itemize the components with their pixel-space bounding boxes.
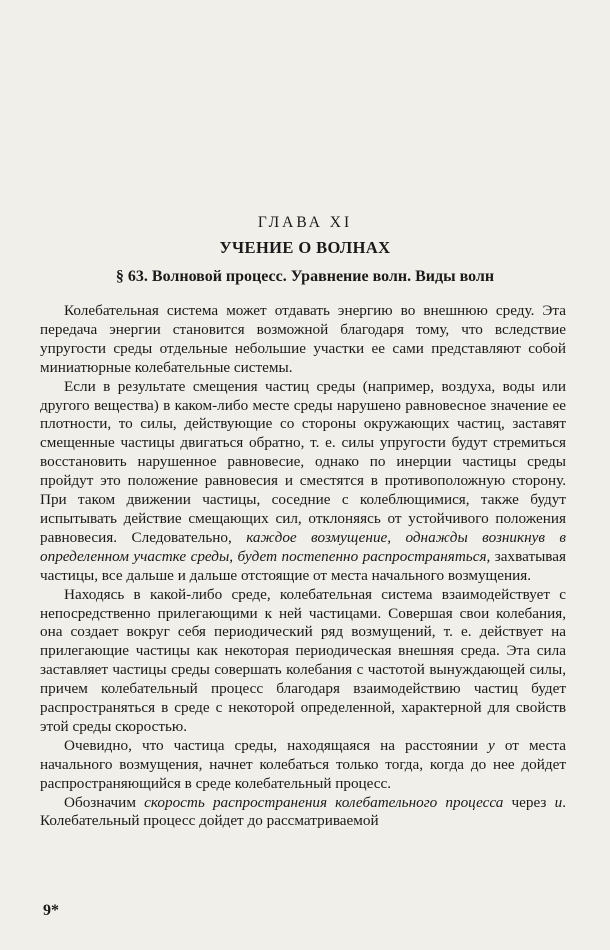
- section-title: § 63. Волновой процесс. Уравнение волн. Виды волн: [115, 268, 495, 285]
- paragraph-2-tail: захватывая частицы, все дальше и дальше отстоящие от места начального возмущения.: [40, 547, 566, 584]
- paragraph-2-text: Если в результате смещения частиц среды (например, воздуха, воды или другого вещества) в каком-либо месте среды нарушено равновесное значение ее плотности, то силы, действующие со стороны окружающих частиц, заставят смещенные частицы двигаться обратно, т. е. силы упругости будут стремиться восстановить нарушенное равновесие, однако по инерции частицы среды пройдут это положение равновесия и сместятся в противоположную сторону. При таком движении частицы, соседние с колеблющимися, также будут испытывать действие смещающих сил, отклоняясь от устойчивого положения равновесия. Следовательно,: [40, 377, 566, 546]
- paragraph-1: [40, 302, 566, 378]
- paragraph-5: [40, 794, 566, 832]
- paragraph-3: [40, 586, 566, 737]
- body-text: [40, 302, 566, 831]
- paragraph-5-emphasis: скорость распространения колебательного процесса: [144, 793, 504, 811]
- chapter-title: УЧЕНИЕ О ВОЛНАХ: [219, 238, 391, 257]
- paragraph-5-tail: . Колебательный процесс дойдет до рассматриваемой: [40, 793, 566, 830]
- paragraph-4-text: Очевидно, что частица среды, находящаяся на расстоянии: [64, 736, 489, 754]
- paragraph-2-emphasis: каждое возмущение, однажды возникнув в определенном участке среды, будет постепенно распространяться,: [40, 528, 566, 565]
- chapter-label: ГЛАВА XI: [257, 214, 353, 231]
- paragraph-3-text: Находясь в какой-либо среде, колебательная система взаимодействует с непосредственно прилегающими к ней частицами. Совершая свои колебания, она создает вокруг себя периодический ряд возмущений, т. е. действует на прилегающие частицы как некоторая периодическая внешняя среда. Эта сила заставляет частицы среды совершать колебания с частотой вынуждающей силы, причем колебательный процесс благодаря взаимодействию частиц будет распространяться в среде с некоторой определенной, характерной для свойств этой среды скоростью.: [40, 585, 566, 735]
- paragraph-5-text: Обозначим: [64, 793, 145, 811]
- paragraph-2: [40, 378, 566, 586]
- paragraph-1-text: Колебательная система может отдавать энергию во внешнюю среду. Эта передача энергии становится возможной благодаря тому, что вследствие упругости среды отдельные небольшие участки ее сами представляют собой миниатюрные колебательные системы.: [40, 302, 566, 376]
- signature-mark: 9*: [43, 902, 59, 919]
- paragraph-4: [40, 737, 566, 794]
- variable-u: u: [554, 793, 563, 811]
- paragraph-5-mid: через: [503, 793, 555, 811]
- paragraph-4-tail: от места начального возмущения, начнет колебаться только тогда, когда до нее дойдет распространяющийся в среде колебательный процесс.: [40, 736, 566, 792]
- variable-y: y: [488, 736, 495, 754]
